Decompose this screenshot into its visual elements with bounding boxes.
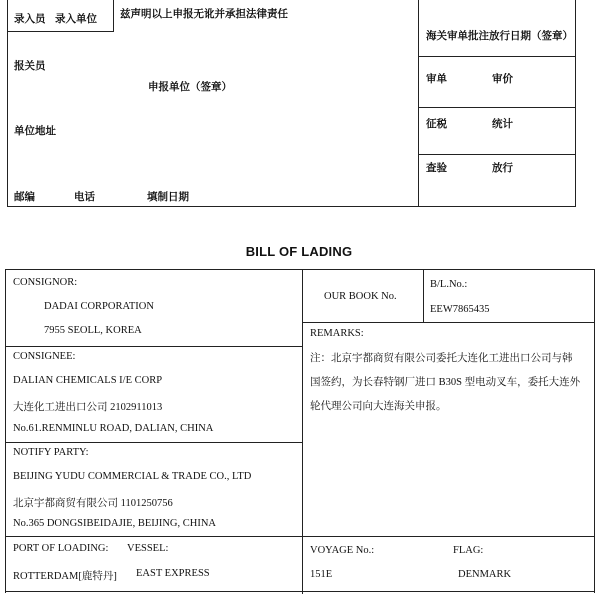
customs-row-divider-1 — [418, 56, 576, 57]
customs-approval-header: 海关审单批注放行日期（签章） — [426, 31, 573, 42]
consignee-name-cn: 大连化工进出口公司 2102911013 — [13, 402, 163, 413]
remarks-line-1: 注：北京宇都商贸有限公司委托大连化工进出口公司与韩 — [310, 353, 573, 364]
bol-full-row-3 — [6, 536, 594, 537]
entry-clerk-label: 录入员 — [14, 14, 46, 25]
inspection-label: 查验 — [426, 163, 447, 174]
consignor-label: CONSIGNOR: — [13, 277, 78, 288]
release-label: 放行 — [492, 163, 513, 174]
customs-row-divider-2 — [418, 107, 576, 108]
customs-row-divider-3 — [418, 154, 576, 155]
notify-party-name-cn: 北京宇都商贸有限公司 1101250756 — [13, 498, 173, 509]
consignee-address: No.61.RENMINLU ROAD, DALIAN, CHINA — [13, 423, 214, 434]
bol-column-divider — [302, 270, 303, 594]
bol-right-row-1 — [302, 322, 594, 323]
declaration-statement: 兹声明以上申报无讹并承担法律责任 — [120, 9, 288, 20]
voyage-no-label: VOYAGE No.: — [310, 545, 375, 556]
fill-date-label: 填制日期 — [147, 192, 189, 203]
bol-left-row-1 — [6, 346, 302, 347]
consignee-name-en: DALIAN CHEMICALS I/E CORP — [13, 375, 163, 386]
bol-bottom-line — [6, 591, 594, 592]
remarks-label: REMARKS: — [310, 328, 364, 339]
taxation-label: 征税 — [426, 119, 447, 130]
vessel-value: EAST EXPRESS — [136, 568, 210, 579]
unit-address-label: 单位地址 — [14, 126, 56, 137]
flag-value: DENMARK — [458, 569, 512, 580]
our-book-no-label: OUR BOOK No. — [324, 291, 397, 302]
customs-column-divider — [418, 0, 419, 206]
phone-label: 电话 — [74, 192, 95, 203]
flag-label: FLAG: — [453, 545, 484, 556]
consignor-address: 7955 SEOLL, KOREA — [44, 325, 142, 336]
declaring-unit-seal-label: 申报单位（签章） — [148, 82, 232, 93]
bill-of-lading-table — [5, 269, 595, 593]
notify-party-address: No.365 DONGSIBEIDAJIE, BEIJING, CHINA — [13, 518, 216, 529]
vessel-label: VESSEL: — [127, 543, 169, 554]
bl-no-value: EEW7865435 — [430, 304, 490, 315]
declarant-label: 报关员 — [14, 61, 46, 72]
remarks-line-3: 轮代理公司向大连海关申报。 — [310, 401, 447, 412]
remarks-line-2: 国签约，为长春特钢厂进口 B30S 型电动叉车，委托大连外 — [310, 377, 581, 388]
statistics-label: 统计 — [492, 119, 513, 130]
bol-left-row-2 — [6, 442, 302, 443]
bol-book-bl-divider — [423, 270, 424, 322]
consignee-label: CONSIGNEE: — [13, 351, 76, 362]
bill-of-lading-title: BILL OF LADING — [245, 244, 353, 259]
port-of-loading-value: ROTTERDAM[鹿特丹] — [13, 571, 117, 582]
postcode-label: 邮编 — [14, 192, 35, 203]
entry-box-bottom — [8, 31, 113, 32]
notify-party-label: NOTIFY PARTY: — [13, 447, 89, 458]
review-label: 审单 — [426, 74, 447, 85]
valuation-label: 审价 — [492, 74, 513, 85]
customs-declaration-form — [7, 0, 576, 207]
port-of-loading-label: PORT OF LOADING: — [13, 543, 109, 554]
consignor-name: DADAI CORPORATION — [44, 301, 154, 312]
notify-party-name-en: BEIJING YUDU COMMERCIAL & TRADE CO., LTD — [13, 471, 252, 482]
entry-unit-label: 录入单位 — [55, 14, 97, 25]
bl-no-label: B/L.No.: — [430, 279, 468, 290]
entry-box-right — [113, 0, 114, 32]
voyage-no-value: 151E — [310, 569, 333, 580]
